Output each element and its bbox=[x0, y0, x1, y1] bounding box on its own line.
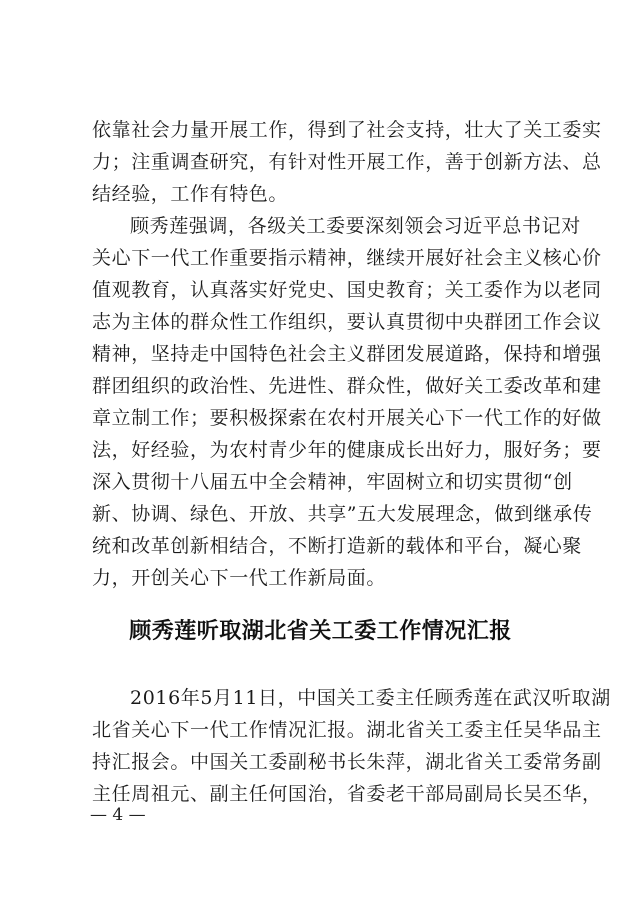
section-title: 顾秀莲听取湖北省关工委工作情况汇报 bbox=[129, 619, 512, 644]
paragraph-line: 新、协调、绿色、开放、共享”五大发展理念，做到继承传 bbox=[92, 503, 593, 525]
paragraph-line: 章立制工作；要积极探索在农村开展关心下一代工作的好做 bbox=[92, 407, 602, 429]
paragraph-line: 主任周祖元、副主任何国治，省委老干部局副局长吴丕华， bbox=[92, 783, 602, 805]
paragraph-line: 力，开创关心下一代工作新局面。 bbox=[92, 567, 387, 589]
paragraph-line: 力；注重调查研究，有针对性开展工作，善于创新方法、总 bbox=[92, 151, 602, 173]
page-number: — 4 — bbox=[90, 805, 146, 825]
paragraph-line: 持汇报会。中国关工委副秘书长朱萍，湖北省关工委常务副 bbox=[92, 751, 602, 773]
paragraph-line: 2016年5月11日，中国关工委主任顾秀莲在武汉听取湖 bbox=[130, 687, 611, 709]
paragraph-line: 统和改革创新相结合，不断打造新的载体和平台，凝心聚 bbox=[92, 535, 583, 557]
paragraph-line: 顾秀莲强调，各级关工委要深刻领会习近平总书记对 bbox=[130, 215, 581, 237]
paragraph-line: 关心下一代工作重要指示精神，继续开展好社会主义核心价 bbox=[92, 247, 602, 269]
paragraph-line: 值观教育，认真落实好党史、国史教育；关工委作为以老同 bbox=[92, 279, 602, 301]
paragraph-line: 群团组织的政治性、先进性、群众性，做好关工委改革和建 bbox=[92, 375, 602, 397]
paragraph-line: 志为主体的群众性工作组织，要认真贯彻中央群团工作会议 bbox=[92, 311, 602, 333]
paragraph-line: 北省关心下一代工作情况汇报。湖北省关工委主任吴华品主 bbox=[92, 719, 602, 741]
paragraph-line: 依靠社会力量开展工作，得到了社会支持，壮大了关工委实 bbox=[92, 119, 602, 141]
paragraph-line: 法，好经验，为农村青少年的健康成长出好力，服好务；要 bbox=[92, 439, 602, 461]
paragraph-line: 深入贯彻十八届五中全会精神，牢固树立和切实贯彻“创 bbox=[92, 471, 573, 493]
paragraph-line: 结经验，工作有特色。 bbox=[92, 183, 289, 205]
paragraph-line: 精神，坚持走中国特色社会主义群团发展道路，保持和增强 bbox=[92, 343, 602, 365]
